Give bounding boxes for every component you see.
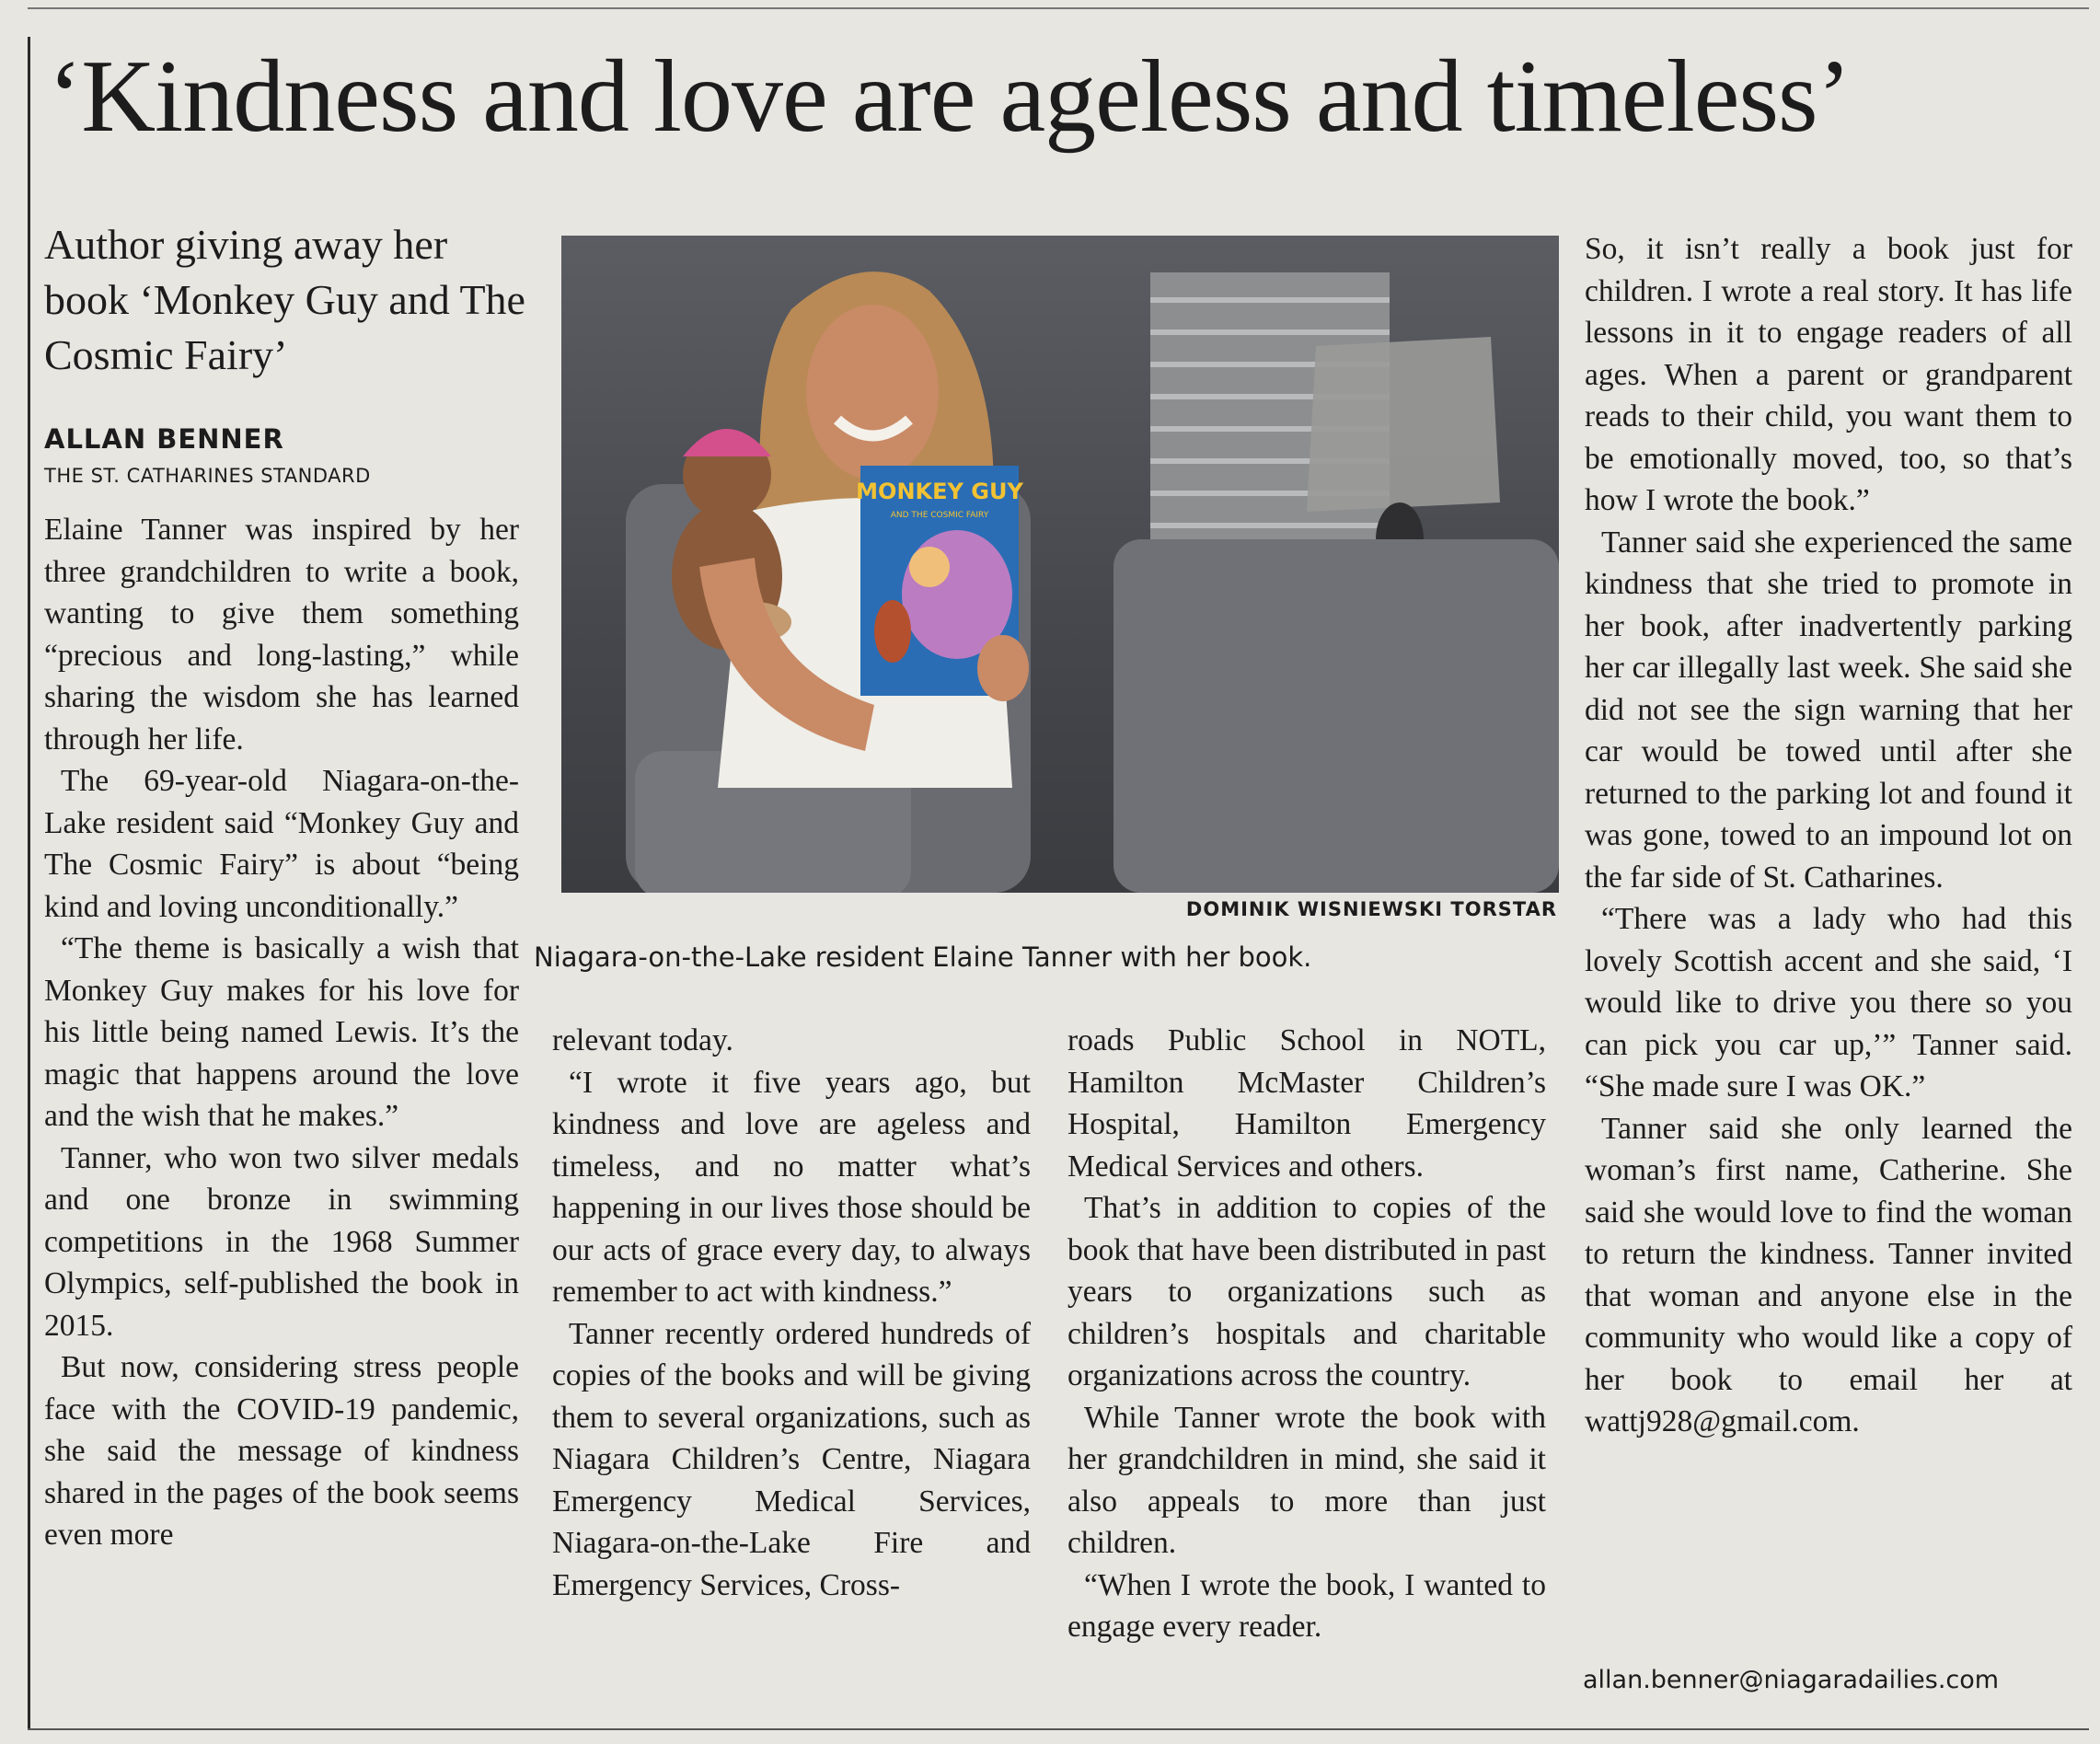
paragraph: “When I wrote the book, I wanted to engage every reader. (1067, 1567, 1546, 1644)
hand (977, 635, 1029, 701)
monkey-hat (683, 429, 771, 456)
top-rule (28, 7, 2089, 9)
photo-credit: DOMINIK WISNIEWSKI TORSTAR (1185, 898, 1557, 920)
photo-illustration (561, 236, 1559, 893)
lamp-shade (1307, 337, 1500, 512)
book-cover-subtitle: AND THE COSMIC FAIRY (890, 511, 989, 520)
paragraph: “I wrote it five years ago, but kindness and love are ageless and timeless, and no matter what’s happening in our lives those should be our acts of grace every day, to always remember to act with kindness.” (552, 1065, 1031, 1309)
paragraph: roads Public School in NOTL, Hamilton McMaster Children’s Hospital, Hamilton Emergency Medical Services and others. (1067, 1023, 1546, 1184)
fairy-figure (909, 547, 950, 587)
deck-subheadline: Author giving away her book ‘Monkey Guy and The Cosmic Fairy’ (44, 221, 525, 378)
paragraph: But now, considering stress people face with the COVID-19 pandemic, she said the message of kindness shared in the pages of the book seems even more (44, 1350, 519, 1552)
paragraph: “The theme is basically a wish that Monkey Guy makes for his love for his little being named Lewis. It’s the magic that happens around the love and the wish that he makes.” (44, 931, 519, 1133)
paragraph: That’s in addition to copies of the book that have been distributed in past years to organizations such as children’s hospitals and charitable organizations across the country. (1067, 1191, 1546, 1392)
article-column-3 (1067, 1020, 1546, 1648)
article-column-1 (44, 509, 519, 1556)
paragraph: While Tanner wrote the book with her grandchildren in mind, she said it also appeals to more than just children. (1067, 1400, 1546, 1560)
sofa-cushion (1113, 539, 1559, 893)
paragraph: Tanner, who won two silver medals and one bronze in swimming competitions in the 1968 Summer Olympics, self-published the book in 2015. (44, 1140, 519, 1343)
headline: ‘Kindness and love are ageless and timeless’ (48, 40, 1851, 154)
book-cover-title: MONKEY GUY (856, 479, 1023, 504)
left-column-rule (28, 37, 30, 1730)
paragraph: Tanner said she experienced the same kindness that she tried to promote in her book, after inadvertently parking her car illegally last week. She said she did not see the sign warning that her car would be towed until after she returned to the parking lot and found it was gone, towed to an impound lot on the far side of St. Catharines. (1585, 525, 2072, 895)
paragraph: So, it isn’t really a book just for children. I wrote a real story. It has life lessons in it to engage readers of all ages. When a parent or grandparent reads to their child, you want them to be emotionally moved, too, so that’s how I wrote the book.” (1585, 232, 2072, 517)
byline-organization: THE ST. CATHARINES STANDARD (44, 465, 371, 487)
paragraph: The 69-year-old Niagara-on-the-Lake resident said “Monkey Guy and The Cosmic Fairy” is about “being kind and loving unconditionally.” (44, 764, 519, 924)
face (806, 305, 939, 479)
paragraph: Tanner recently ordered hundreds of copies of the books and will be giving them to several organizations, such as Niagara Children’s Centre, Niagara Emergency Medical Services, Niagara-on-the-Lake Fire and Emergency Services, Cross- (552, 1316, 1031, 1602)
author-email: allan.benner@niagaradailies.com (1583, 1666, 2000, 1694)
article-column-4 (1585, 228, 2072, 1443)
article-column-2 (552, 1020, 1031, 1606)
paragraph: “There was a lady who had this lovely Scottish accent and she said, ‘I would like to drive you there so you can pick you car up,’” Tanner said. “She made sure I was OK.” (1585, 902, 2072, 1103)
bottom-rule (28, 1728, 2089, 1730)
paragraph: Tanner said she only learned the woman’s first name, Catherine. She said she would love to find the woman to return the kindness. Tanner invited that woman and anyone else in the community who would like a copy of her book to email her at wattj928@gmail.com. (1585, 1111, 2072, 1438)
monkey-figure (874, 600, 911, 663)
article-photo (561, 236, 1559, 893)
paragraph: Elaine Tanner was inspired by her three grandchildren to write a book, wanting to give them something “precious and long-lasting,” while sharing the wisdom she has learned through her life. (44, 513, 519, 757)
photo-caption: Niagara-on-the-Lake resident Elaine Tanner with her book. (534, 941, 1312, 973)
byline-name: ALLAN BENNER (44, 423, 284, 455)
paragraph: relevant today. (552, 1023, 733, 1057)
